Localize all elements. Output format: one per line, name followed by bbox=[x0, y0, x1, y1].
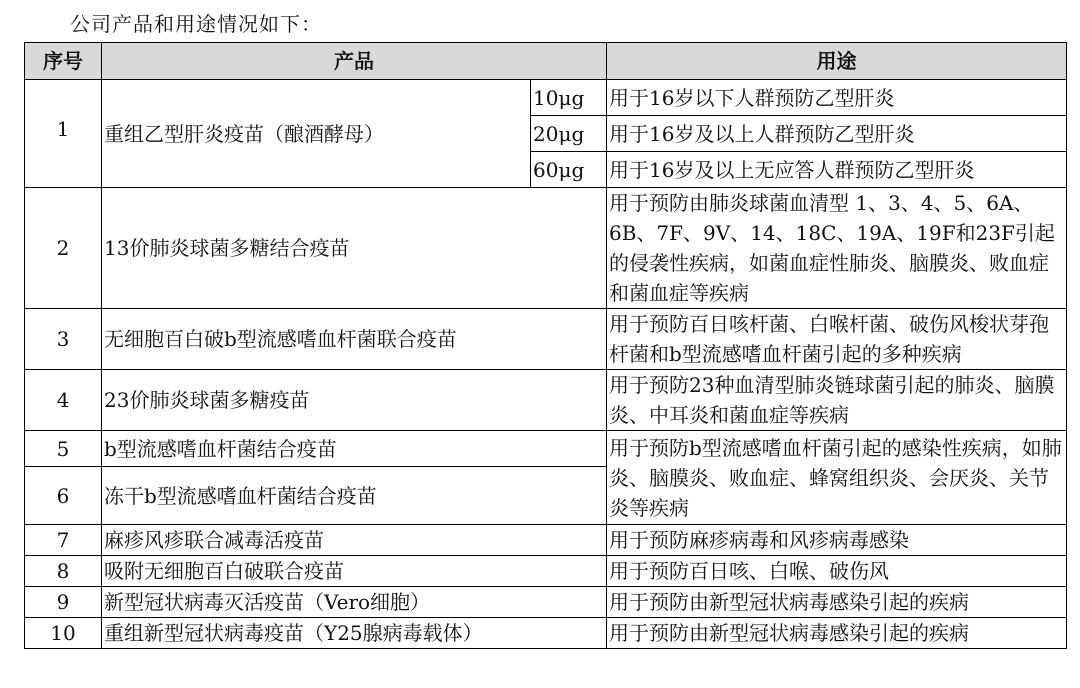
intro-text: 公司产品和用途情况如下： bbox=[70, 12, 322, 36]
table-row bbox=[25, 618, 1067, 649]
usage-text: 用于预防由肺炎球菌血清型 1、3、4、5、6A、6B、7F、9V、14、18C、19A、19F和23F引起的侵袭性疾病，如菌血症性肺炎、脑膜炎、败血症和菌血症等疾病 bbox=[607, 188, 1067, 309]
row-number: 8 bbox=[25, 556, 102, 587]
product-name: 重组新型冠状病毒疫苗（Y25腺病毒载体） bbox=[102, 618, 607, 649]
table-row bbox=[25, 525, 1067, 556]
usage-text: 用于预防麻疹病毒和风疹病毒感染 bbox=[607, 525, 1067, 556]
table-row bbox=[25, 188, 1067, 309]
product-table bbox=[24, 42, 1067, 649]
row-number: 5 bbox=[25, 431, 102, 467]
product-name: 13价肺炎球菌多糖结合疫苗 bbox=[102, 188, 607, 309]
product-name: 23价肺炎球菌多糖疫苗 bbox=[102, 370, 607, 431]
usage-text: 用于16岁以下人群预防乙型肝炎 bbox=[607, 80, 1067, 116]
table-row bbox=[25, 587, 1067, 618]
product-name: 麻疹风疹联合减毒活疫苗 bbox=[102, 525, 607, 556]
usage-text: 用于16岁及以上无应答人群预防乙型肝炎 bbox=[607, 152, 1067, 188]
usage-text: 用于预防百日咳杆菌、白喉杆菌、破伤风梭状芽孢杆菌和b型流感嗜血杆菌引起的多种疾病 bbox=[607, 309, 1067, 370]
product-name: 无细胞百白破b型流感嗜血杆菌联合疫苗 bbox=[102, 309, 607, 370]
table-row bbox=[25, 370, 1067, 431]
usage-text: 用于预防由新型冠状病毒感染引起的疾病 bbox=[607, 618, 1067, 649]
table-row bbox=[25, 556, 1067, 587]
product-name: 吸附无细胞百白破联合疫苗 bbox=[102, 556, 607, 587]
header-row bbox=[25, 43, 1067, 80]
usage-text: 用于16岁及以上人群预防乙型肝炎 bbox=[607, 116, 1067, 152]
table-row bbox=[25, 309, 1067, 370]
row-number: 7 bbox=[25, 525, 102, 556]
usage-text-shared: 用于预防b型流感嗜血杆菌引起的感染性疾病，如肺炎、脑膜炎、败血症、蜂窝组织炎、会厌炎、关节炎等疾病 bbox=[607, 431, 1067, 525]
table-row bbox=[25, 431, 1067, 467]
header-no: 序号 bbox=[25, 43, 102, 80]
dose-value: 60μg bbox=[531, 152, 607, 188]
row-number: 1 bbox=[25, 80, 102, 188]
row-number: 4 bbox=[25, 370, 102, 431]
dose-value: 10μg bbox=[531, 80, 607, 116]
row-number: 9 bbox=[25, 587, 102, 618]
header-product: 产品 bbox=[102, 43, 607, 80]
product-name: 重组乙型肝炎疫苗（酿酒酵母） bbox=[102, 80, 531, 188]
usage-text: 用于预防百日咳、白喉、破伤风 bbox=[607, 556, 1067, 587]
usage-text: 用于预防由新型冠状病毒感染引起的疾病 bbox=[607, 587, 1067, 618]
row-number: 3 bbox=[25, 309, 102, 370]
usage-text: 用于预防23种血清型肺炎链球菌引起的肺炎、脑膜炎、中耳炎和菌血症等疾病 bbox=[607, 370, 1067, 431]
product-name: 新型冠状病毒灭活疫苗（Vero细胞） bbox=[102, 587, 607, 618]
product-name: 冻干b型流感嗜血杆菌结合疫苗 bbox=[102, 467, 607, 525]
product-name: b型流感嗜血杆菌结合疫苗 bbox=[102, 431, 607, 467]
row-number: 2 bbox=[25, 188, 102, 309]
header-usage: 用途 bbox=[607, 43, 1067, 80]
dose-value: 20μg bbox=[531, 116, 607, 152]
row-number: 10 bbox=[25, 618, 102, 649]
row-number: 6 bbox=[25, 467, 102, 525]
table-row bbox=[25, 80, 1067, 116]
